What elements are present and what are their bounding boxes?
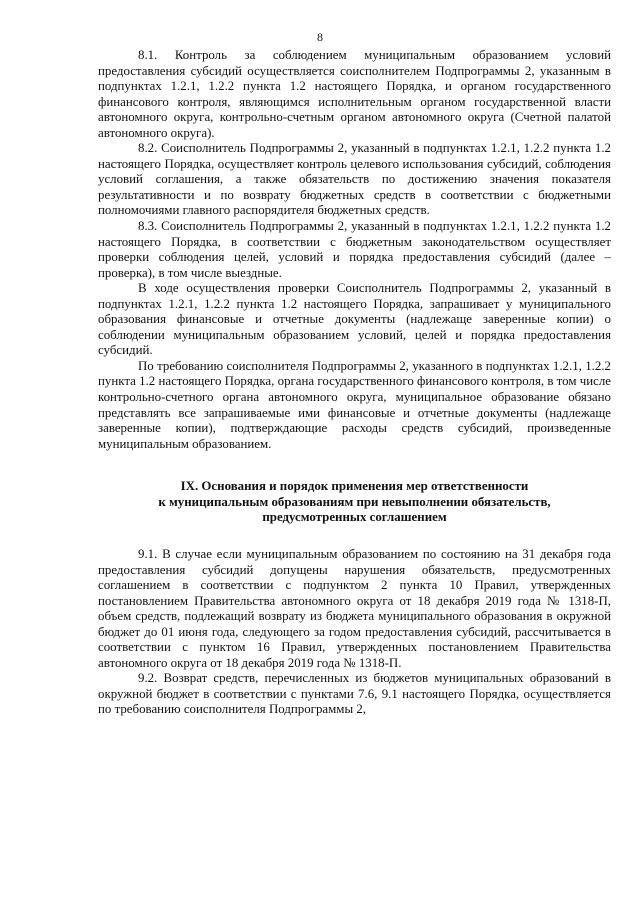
section-heading-line-3: предусмотренных соглашением [262,510,447,525]
section-heading-ix [98,479,611,526]
paragraph-9-2: 9.2. Возврат средств, перечисленных из бюджетов муниципальных образований в окружной бюджет в соответствии с пунктами 7.6, 9.1 настоящего Порядка, осуществляется по требованию соисполнителя Подпрограммы 2, [98,671,611,717]
page-number: 8 [317,30,323,44]
section-heading-line-1: IX. Основания и порядок применения мер ответственности [180,479,529,494]
section-heading-line-2: к муниципальным образованиям при невыполнении обязательств, [158,494,551,509]
paragraph-inspection-request: В ходе осуществления проверки Соисполнитель Подпрограммы 2, указанный в подпунктах 1.2.1, 1.2.2 пункта 1.2 настоящего Порядка, запрашивает у муниципального образования финансовые и отчетные документы (надлежаще заверенные копии) о соблюдении муниципальным образованием условий, целей и порядка предоставления субсидий. [98,281,611,358]
paragraph-8-2: 8.2. Соисполнитель Подпрограммы 2, указанный в подпунктах 1.2.1, 1.2.2 пункта 1.2 настоящего Порядка, осуществляет контроль целевого использования субсидий, соблюдения условий соглашения, а также обязательств по достижению значения показателя результативности и по возврату бюджетных средств в соответствии с бюджетными полномочиями главного распорядителя бюджетных средств. [98,141,611,218]
paragraph-8-3: 8.3. Соисполнитель Подпрограммы 2, указанный в подпунктах 1.2.1, 1.2.2 пункта 1.2 настоящего Порядка, в соответствии с бюджетным законодательством осуществляет проверки соблюдения целей, условий и порядка предоставления субсидий (далее – проверка), в том числе выездные. [98,219,611,280]
paragraph-9-1: 9.1. В случае если муниципальным образованием по состоянию на 31 декабря года предоставления субсидий допущены нарушения обязательств, предусмотренных соглашением в соответствии с подпунктом 2 пункта 10 Правил, утвержденных постановлением Правительства автономного округа от 18 декабря 2019 года № 1318-П, объем средств, подлежащий возврату из бюджета муниципального образования в окружной бюджет до 01 июня года, следующего за годом предоставления субсидий, рассчитывается в соответствии с пунктом 16 Правил, утвержденных постановлением Правительства автономного округа от 18 декабря 2019 года № 1318-П. [98,547,611,670]
paragraph-document-submission: По требованию соисполнителя Подпрограммы 2, указанного в подпунктах 1.2.1, 1.2.2 пункта 1.2 настоящего Порядка, органа государственного финансового контроля, в том числе контрольно-счетного органа автономного округа, муниципальное образование обязано представлять все запрашиваемые ими финансовые и отчетные документы (надлежаще заверенные копии), подтверждающие расходы средств субсидий, произведенные муниципальным образованием. [98,358,611,451]
paragraph-8-1: 8.1. Контроль за соблюдением муниципальным образованием условий предоставления субсидий осуществляется соисполнителем Подпрограммы 2, указанным в подпунктах 1.2.1, 1.2.2 пункта 1.2 настоящего Порядка, и органом государственного финансового контроля, являющимся исполнительным органом государственной власти автономного округа, контрольно-счетным органом автономного округа (Счетной палатой автономного округа). [98,48,611,140]
document-body [98,48,611,718]
